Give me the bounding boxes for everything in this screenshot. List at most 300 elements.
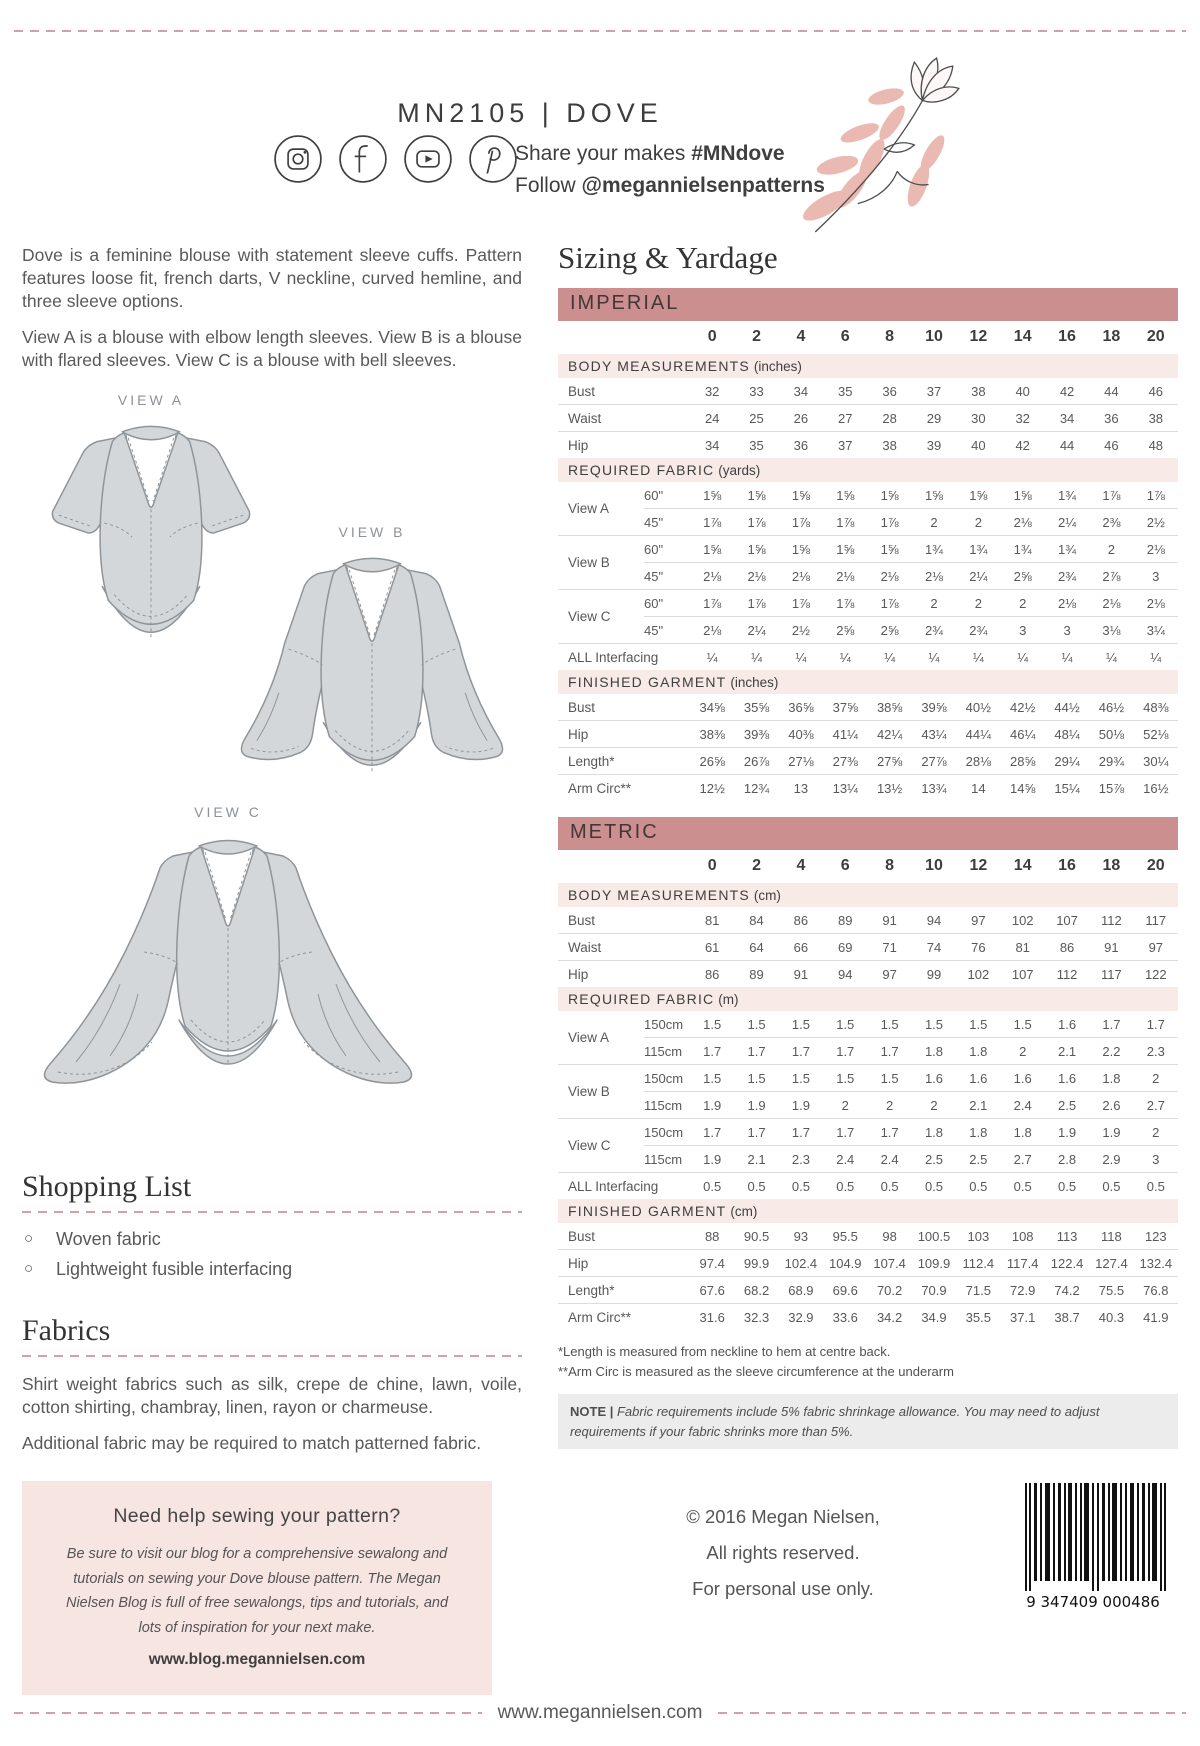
table-section-header: BODY MEASUREMENTS (inches) — [558, 354, 1178, 378]
cell-value: 2⅛ — [867, 563, 911, 590]
cell-value: 2 — [1001, 1038, 1045, 1065]
cell-value: 38 — [971, 383, 986, 399]
cell-value: 38⅜ — [690, 721, 734, 748]
cell-value: 46 — [1089, 432, 1133, 459]
cell-value: 1.5 — [703, 1016, 722, 1032]
table-row — [558, 482, 1178, 509]
fabrics-paragraph-2: Additional fabric may be required to match patterned fabric. — [22, 1433, 482, 1454]
cell-value: 3 — [1134, 563, 1178, 590]
cell-value: 112 — [1045, 961, 1089, 988]
cell-value: 76 — [956, 934, 1000, 961]
view-c-illustration — [28, 824, 428, 1124]
cell-value: 32.9 — [779, 1304, 823, 1331]
cell-value: 86 — [690, 961, 734, 988]
table-row — [558, 1011, 1178, 1038]
row-group-label: View A — [568, 501, 610, 516]
legal-row — [558, 1483, 1178, 1616]
cell-value: 84 — [749, 912, 764, 928]
cell-value: 1.8 — [912, 1038, 956, 1065]
row-label: Bust — [568, 912, 596, 928]
cell-value: 94 — [823, 961, 867, 988]
cell-value: 1.5 — [734, 1065, 778, 1092]
cell-value: 1.5 — [791, 1016, 810, 1032]
cell-value: 1.5 — [924, 1016, 944, 1032]
left-column — [22, 244, 522, 1695]
size-col-header: 14 — [1013, 857, 1032, 874]
cell-value: 1.6 — [1001, 1065, 1045, 1092]
cell-value: 74.2 — [1045, 1277, 1089, 1304]
cell-value: 71 — [867, 934, 911, 961]
top-dashed-divider — [14, 30, 1186, 32]
table-section-header: FINISHED GARMENT (cm) — [558, 1199, 1178, 1223]
cell-value: 2⅝ — [823, 617, 867, 644]
cell-value: 100.5 — [917, 1228, 951, 1244]
cell-value: 50⅛ — [1089, 721, 1133, 748]
cell-value: 0.5 — [779, 1173, 823, 1200]
cell-value: ¼ — [1045, 644, 1089, 671]
cell-value: 117.4 — [1001, 1250, 1045, 1277]
size-col-header: 0 — [707, 328, 717, 345]
cell-value: 2⅛ — [690, 563, 734, 590]
cell-value: 107 — [1001, 961, 1045, 988]
youtube-icon — [403, 134, 453, 184]
size-col-header: 10 — [925, 857, 943, 874]
row-sub-label: 60" — [644, 536, 690, 563]
cell-value: 103 — [967, 1228, 990, 1244]
cell-value: 12¾ — [734, 775, 778, 802]
cell-value: 1.8 — [1001, 1119, 1045, 1146]
size-col-header: 20 — [1146, 857, 1165, 874]
row-sub-label: 45" — [644, 563, 690, 590]
cell-value: 2.3 — [779, 1146, 823, 1173]
cell-value: 13¼ — [823, 775, 867, 802]
cell-value: 37 — [926, 383, 942, 399]
cell-value: 33 — [749, 383, 764, 399]
cell-value: 40½ — [965, 699, 991, 715]
list-item: For personal use only. — [692, 1578, 874, 1600]
cell-value: 43¼ — [912, 721, 956, 748]
cell-value: 1⅝ — [969, 487, 988, 503]
row-sub-label: 60" — [644, 487, 664, 503]
cell-value: 2⅛ — [779, 563, 823, 590]
cell-value: 30 — [956, 405, 1000, 432]
cell-value: 1⅞ — [690, 509, 734, 536]
cell-value: 1.7 — [867, 1119, 911, 1146]
cell-value: 37⅝ — [832, 699, 858, 715]
cell-value: 2¾ — [956, 617, 1000, 644]
cell-value: 2½ — [779, 617, 823, 644]
cell-value: 32.3 — [734, 1304, 778, 1331]
cell-value: 2.1 — [734, 1146, 778, 1173]
cell-value: 1⅝ — [690, 536, 734, 563]
cell-value: 1.9 — [779, 1092, 823, 1119]
cell-value: 75.5 — [1089, 1277, 1133, 1304]
footnote-armcirc: **Arm Circ is measured as the sleeve circumference at the underarm — [558, 1364, 954, 1380]
cell-value: 1.7 — [779, 1038, 823, 1065]
row-label: Arm Circ** — [558, 775, 690, 802]
footer — [14, 1702, 1186, 1724]
row-label: Hip — [558, 432, 690, 459]
barcode — [1008, 1483, 1178, 1616]
cell-value: 0.5 — [1134, 1173, 1178, 1200]
cell-value: 0.5 — [1089, 1173, 1133, 1200]
cell-value: 44¼ — [956, 721, 1000, 748]
list-item: ○ Lightweight fusible interfacing — [22, 1259, 522, 1280]
cell-value: 1.9 — [1089, 1119, 1133, 1146]
cell-value: 2.5 — [912, 1146, 956, 1173]
cell-value: 0.5 — [1001, 1173, 1045, 1200]
cell-value: 1⅞ — [867, 509, 911, 536]
list-item: All rights reserved. — [706, 1542, 860, 1564]
table-row — [558, 1038, 1178, 1065]
cell-value: 1.9 — [690, 1092, 734, 1119]
cell-value: 97.4 — [690, 1250, 734, 1277]
cell-value: 1¾ — [1001, 536, 1045, 563]
cell-value: ¼ — [823, 644, 867, 671]
cell-value: 2.9 — [1089, 1146, 1133, 1173]
cell-value: 2¼ — [734, 617, 778, 644]
imperial-band: IMPERIAL — [558, 288, 1178, 321]
cell-value: 16½ — [1134, 775, 1178, 802]
cell-value: 2¼ — [956, 563, 1000, 590]
cell-value: ¼ — [956, 644, 1000, 671]
imperial-table — [558, 321, 1178, 801]
cell-value: 122 — [1134, 961, 1178, 988]
cell-value: 1⅝ — [703, 487, 722, 503]
cell-value: 1.5 — [836, 1016, 855, 1032]
cell-value: 1.5 — [969, 1016, 988, 1032]
help-box-url: www.blog.megannielsen.com — [148, 1650, 366, 1668]
cell-value: 2 — [912, 1092, 956, 1119]
cell-value: 2⅛ — [823, 563, 867, 590]
view-a-label: VIEW A — [117, 391, 185, 408]
cell-value: 2½ — [1134, 509, 1178, 536]
cell-value: 91 — [1089, 934, 1133, 961]
cell-value: 1.7 — [690, 1119, 734, 1146]
cell-value: 27⅝ — [867, 748, 911, 775]
view-b-label: VIEW B — [338, 523, 406, 540]
cell-value: 38 — [1134, 405, 1178, 432]
row-sub-label: 115cm — [644, 1092, 690, 1119]
cell-value: 1⅝ — [880, 487, 899, 503]
cell-value: ¼ — [779, 644, 823, 671]
table-row — [558, 617, 1178, 644]
cell-value: 2⅝ — [1001, 563, 1045, 590]
cell-value: 2⅛ — [1134, 536, 1178, 563]
cell-value: 36 — [1089, 405, 1133, 432]
help-box-body: Be sure to visit our blog for a comprehensive sewalong and tutorials on sewing your Dove blouse pattern. The Megan Nielsen Blog is full of free sewalongs, tips and tutorials, and lots of inspiration for your next make. — [65, 1546, 449, 1636]
cell-value: 2 — [867, 1092, 911, 1119]
cell-value: 40 — [1015, 383, 1030, 399]
cell-value: 36⅝ — [788, 699, 814, 715]
cell-value: 42¼ — [867, 721, 911, 748]
table-section-header: FINISHED GARMENT (inches) — [558, 670, 1178, 694]
row-group-label: View C — [558, 1119, 644, 1173]
table-row — [558, 536, 1178, 563]
table-row — [558, 721, 1178, 748]
pattern-title: MN2105 | DOVE — [397, 98, 663, 128]
cell-value: 74 — [912, 934, 956, 961]
cell-value: 2.4 — [823, 1146, 867, 1173]
cell-value: 42 — [1059, 383, 1075, 399]
cell-value: 1.8 — [912, 1119, 956, 1146]
table-row — [558, 748, 1178, 775]
cell-value: 2⅛ — [734, 563, 778, 590]
cell-value: 32 — [1001, 405, 1045, 432]
cell-value: 46 — [1148, 383, 1164, 399]
cell-value: ¼ — [734, 644, 778, 671]
cell-value: 27⅛ — [779, 748, 823, 775]
size-col-header: 8 — [885, 857, 895, 874]
row-group-label: View B — [558, 1065, 644, 1119]
size-header-row — [558, 321, 1178, 354]
view-b-illustration — [222, 544, 522, 802]
share-hashtag: #MNdove — [691, 142, 785, 165]
cell-value: 2 — [956, 509, 1000, 536]
cell-value: 1⅞ — [867, 590, 911, 617]
cell-value: 35 — [838, 383, 853, 399]
sizing-title: Sizing & Yardage — [558, 240, 778, 275]
cell-value: 48⅜ — [1143, 699, 1169, 715]
cell-value: 34 — [1045, 405, 1089, 432]
cell-value: 1.7 — [1102, 1016, 1121, 1032]
cell-value: 61 — [690, 934, 734, 961]
size-col-header: 6 — [840, 857, 850, 874]
cell-value: 32 — [704, 383, 720, 399]
cell-value: 14⅝ — [1001, 775, 1045, 802]
cell-value: 1⅞ — [690, 590, 734, 617]
table-row — [558, 775, 1178, 802]
row-sub-label: 45" — [644, 617, 690, 644]
cell-value: 102.4 — [779, 1250, 823, 1277]
cell-value: 1⅞ — [1146, 487, 1165, 503]
cell-value: 26⅞ — [734, 748, 778, 775]
cell-value: 13½ — [867, 775, 911, 802]
cell-value: 90.5 — [743, 1228, 770, 1244]
view-b-figure — [222, 524, 522, 807]
cell-value: 2 — [1134, 1065, 1178, 1092]
footnotes — [558, 1342, 1178, 1382]
cell-value: 1.8 — [956, 1119, 1000, 1146]
cell-value: 1⅞ — [779, 509, 823, 536]
cell-value: 2.7 — [1001, 1146, 1045, 1173]
table-row — [558, 1065, 1178, 1092]
cell-value: 2.5 — [956, 1146, 1000, 1173]
cell-value: 1.9 — [1045, 1119, 1089, 1146]
table-row — [558, 509, 1178, 536]
cell-value: 1.8 — [956, 1038, 1000, 1065]
help-box-title: Need help sewing your pattern? — [113, 1505, 401, 1527]
cell-value: 97 — [867, 961, 911, 988]
cell-value: 2⅛ — [912, 563, 956, 590]
cell-value: 102 — [1011, 912, 1034, 928]
shopping-list-title: Shopping List — [22, 1169, 192, 1203]
cell-value: 2⅛ — [690, 617, 734, 644]
cell-value: 25 — [734, 405, 778, 432]
row-label: Hip — [558, 721, 690, 748]
cell-value: 44 — [1045, 432, 1089, 459]
cell-value: 81 — [1001, 934, 1045, 961]
cell-value: ¼ — [690, 644, 734, 671]
cell-value: 107 — [1056, 912, 1078, 928]
cell-value: 69 — [823, 934, 867, 961]
cell-value: 34 — [793, 383, 809, 399]
row-sub-label: 150cm — [644, 1065, 690, 1092]
shopping-divider — [22, 1211, 522, 1213]
cell-value: 38.7 — [1045, 1304, 1089, 1331]
cell-value: 35⅝ — [743, 699, 770, 715]
cell-value: 40⅜ — [779, 721, 823, 748]
cell-value: 1.6 — [1045, 1065, 1089, 1092]
cell-value: 1.5 — [779, 1065, 823, 1092]
row-label: ALL Interfacing — [558, 644, 690, 671]
cell-value: 1⅝ — [1013, 487, 1032, 503]
cell-value: 2 — [1089, 536, 1133, 563]
size-col-header: 20 — [1146, 328, 1165, 345]
cell-value: 15⅞ — [1089, 775, 1133, 802]
row-label: Length* — [558, 748, 690, 775]
cell-value: 3 — [1001, 617, 1045, 644]
cell-value: 24 — [690, 405, 734, 432]
cell-value: 70.2 — [867, 1277, 911, 1304]
table-row — [558, 1304, 1178, 1331]
cell-value: 46½ — [1098, 699, 1125, 715]
cell-value: 2⅞ — [1089, 563, 1133, 590]
table-row — [558, 590, 1178, 617]
view-c-figure — [28, 804, 428, 1129]
size-col-header: 4 — [796, 328, 806, 345]
cell-value: 97 — [1134, 934, 1178, 961]
copyright-text — [558, 1483, 1008, 1607]
footer-dash-right — [718, 1712, 1186, 1714]
cell-value: 34.2 — [867, 1304, 911, 1331]
table-row — [558, 1250, 1178, 1277]
table-row — [558, 1119, 1178, 1146]
cell-value: 1¾ — [1045, 536, 1089, 563]
cell-value: 1⅝ — [823, 536, 867, 563]
cell-value: ¼ — [912, 644, 956, 671]
table-row — [558, 1223, 1178, 1250]
table-row — [558, 1146, 1178, 1173]
cell-value: 27⅞ — [912, 748, 956, 775]
cell-value: 37 — [823, 432, 867, 459]
table-row — [558, 644, 1178, 671]
size-col-header: 12 — [969, 857, 988, 874]
cell-value: 99 — [912, 961, 956, 988]
shopping-list-section — [22, 1170, 522, 1280]
size-col-header: 0 — [707, 857, 717, 874]
cell-value: 109.9 — [912, 1250, 956, 1277]
size-col-header: 2 — [752, 328, 761, 345]
cell-value: 2 — [912, 509, 956, 536]
cell-value: 1⅝ — [791, 487, 810, 503]
size-header-row — [558, 850, 1178, 883]
row-label: Waist — [558, 934, 690, 961]
cell-value: 29¼ — [1045, 748, 1089, 775]
cell-value: 46¼ — [1001, 721, 1045, 748]
cell-value: 2⅛ — [1134, 590, 1178, 617]
cell-value: 27⅜ — [823, 748, 867, 775]
fabrics-divider — [22, 1355, 522, 1357]
cell-value: 127.4 — [1089, 1250, 1133, 1277]
share-prefix: Share your makes — [515, 142, 692, 165]
cell-value: 86 — [1045, 934, 1089, 961]
cell-value: 1.5 — [880, 1016, 899, 1032]
cell-value: 108 — [1011, 1228, 1034, 1244]
cell-value: 1⅞ — [1102, 487, 1121, 503]
instagram-icon — [273, 134, 323, 184]
cell-value: 37.1 — [1001, 1304, 1045, 1331]
cell-value: 1⅞ — [734, 509, 778, 536]
cell-value: 38⅝ — [876, 699, 903, 715]
cell-value: 36 — [882, 383, 897, 399]
cell-value: 28⅛ — [956, 748, 1000, 775]
cell-value: 112.4 — [956, 1250, 1000, 1277]
cell-value: 3 — [1134, 1146, 1178, 1173]
cell-value: 0.5 — [690, 1173, 734, 1200]
cell-value: 1.9 — [734, 1092, 778, 1119]
cell-value: 89 — [838, 912, 853, 928]
cell-value: 1.5 — [747, 1016, 766, 1032]
cell-value: 35.5 — [956, 1304, 1000, 1331]
cell-value: 48¼ — [1045, 721, 1089, 748]
cell-value: 1⅞ — [734, 590, 778, 617]
cell-value: 70.9 — [912, 1277, 956, 1304]
cell-value: 35 — [734, 432, 778, 459]
cell-value: 2.1 — [1045, 1038, 1089, 1065]
row-sub-label: 45" — [644, 509, 690, 536]
cell-value: 98 — [882, 1228, 897, 1244]
cell-value: 28⅝ — [1001, 748, 1045, 775]
table-section-header: REQUIRED FABRIC (yards) — [558, 458, 1178, 482]
cell-value: 2.4 — [1001, 1092, 1045, 1119]
footer-url: www.megannielsen.com — [497, 1702, 703, 1723]
table-section-header: REQUIRED FABRIC (m) — [558, 987, 1178, 1011]
list-item: ○ Woven fabric — [22, 1229, 522, 1250]
cell-value: 1.9 — [690, 1146, 734, 1173]
cell-value: 1⅞ — [779, 590, 823, 617]
row-label: Bust — [568, 1228, 596, 1244]
row-label: Bust — [568, 383, 596, 399]
cell-value: 52⅛ — [1134, 721, 1178, 748]
cell-value: 1.7 — [734, 1119, 778, 1146]
cell-value: 0.5 — [956, 1173, 1000, 1200]
cell-value: 2¾ — [1045, 563, 1089, 590]
cell-value: 39 — [912, 432, 956, 459]
cell-value: 117 — [1145, 912, 1167, 928]
table-section-header: BODY MEASUREMENTS (cm) — [558, 883, 1178, 907]
cell-value: 69.6 — [823, 1277, 867, 1304]
cell-value: 1.6 — [912, 1065, 956, 1092]
pinterest-icon — [468, 134, 518, 184]
cell-value: 29 — [912, 405, 956, 432]
fabrics-title: Fabrics — [22, 1313, 111, 1347]
cell-value: 2.4 — [867, 1146, 911, 1173]
cell-value: 15¼ — [1045, 775, 1089, 802]
cell-value: 1⅝ — [924, 487, 944, 503]
cell-value: 14 — [956, 775, 1000, 802]
cell-value: 68.9 — [779, 1277, 823, 1304]
cell-value: 1⅝ — [747, 487, 766, 503]
row-group-label: View B — [558, 536, 644, 590]
sizing-column — [558, 240, 1178, 1616]
metric-band: METRIC — [558, 817, 1178, 850]
cell-value: 41¼ — [823, 721, 867, 748]
cell-value: 1.7 — [779, 1119, 823, 1146]
table-row — [558, 563, 1178, 590]
cell-value: 112 — [1101, 912, 1122, 928]
cell-value: 13¾ — [912, 775, 956, 802]
